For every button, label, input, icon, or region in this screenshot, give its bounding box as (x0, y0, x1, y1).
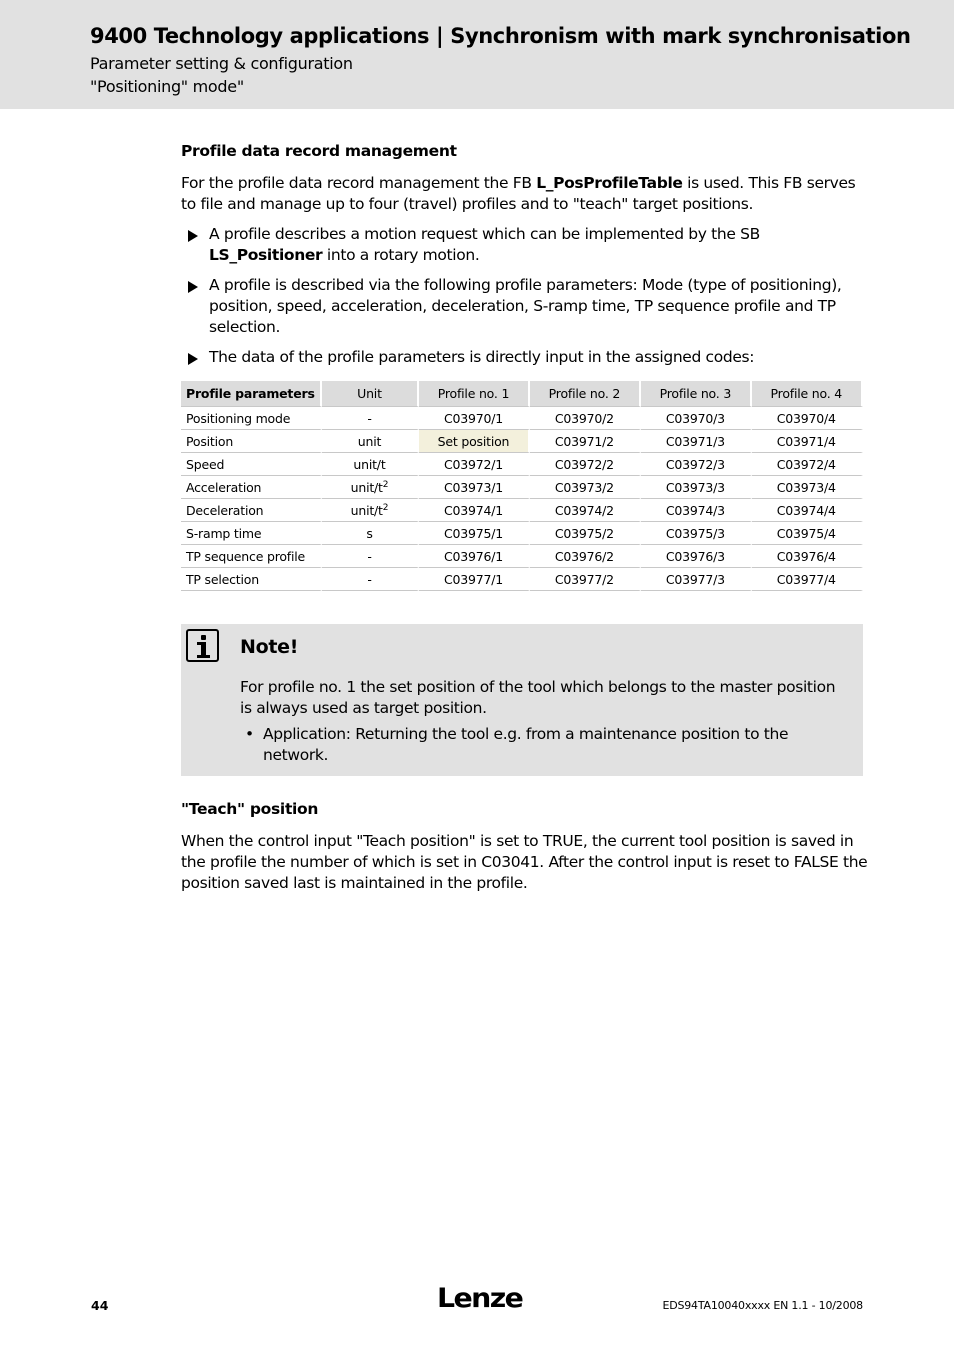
intro-text-post: is used. This FB serves to file and manage up to four (travel) profiles and to "teach" target positions. (181, 174, 856, 213)
table-row (181, 499, 863, 522)
system-block-name: LS_Positioner (209, 246, 323, 264)
unit-cell: - (322, 407, 420, 430)
code-cell: C03973/1 (419, 476, 529, 499)
unit-cell: unit (322, 430, 420, 453)
code-cell: C03970/4 (752, 407, 863, 430)
code-cell: C03972/3 (641, 453, 751, 476)
code-cell: C03972/4 (752, 453, 863, 476)
profile-intro-paragraph (181, 173, 871, 215)
param-name-cell: Positioning mode (181, 407, 322, 430)
code-cell: C03976/1 (419, 545, 529, 568)
code-cell: C03976/2 (530, 545, 641, 568)
param-name-cell: S-ramp time (181, 522, 322, 545)
lenze-logo: Lenze (437, 1283, 523, 1314)
code-cell: C03975/3 (641, 522, 751, 545)
param-name-cell: Deceleration (181, 499, 322, 522)
table-row (181, 545, 863, 568)
code-cell: C03974/3 (641, 499, 751, 522)
param-name-cell: TP sequence profile (181, 545, 322, 568)
page-title: 9400 Technology applications | Synchronism with mark synchronisation (90, 24, 911, 48)
column-header: Profile no. 1 (419, 381, 529, 407)
unit-cell: s (322, 522, 420, 545)
code-cell: C03970/2 (530, 407, 641, 430)
column-header: Profile no. 4 (752, 381, 863, 407)
info-icon-dot (201, 635, 206, 640)
code-cell: C03977/3 (641, 568, 751, 591)
code-cell: C03970/1 (419, 407, 529, 430)
code-cell: C03975/4 (752, 522, 863, 545)
unit-text: unit/t (350, 479, 383, 495)
code-cell: C03976/3 (641, 545, 751, 568)
note-title: Note! (240, 636, 299, 658)
param-name-cell: Position (181, 430, 322, 453)
profile-parameters-table (181, 381, 863, 591)
unit-cell: - (322, 568, 420, 591)
code-cell: C03977/4 (752, 568, 863, 591)
column-header: Profile no. 3 (641, 381, 751, 407)
bullet-arrow-icon (188, 230, 198, 242)
page-subtitle-mode: "Positioning" mode" (90, 77, 244, 96)
unit-text: unit/t (350, 502, 383, 518)
code-cell: C03973/3 (641, 476, 751, 499)
bullet-text: A profile is described via the following profile parameters: Mode (type of positioning), position, speed, acceleration, deceleration, S-ramp time, TP sequence profile and TP selection. (209, 276, 842, 336)
column-header: Profile no. 2 (530, 381, 641, 407)
table-header-row (181, 381, 863, 407)
bullet-arrow-icon (188, 281, 198, 293)
code-cell: C03977/2 (530, 568, 641, 591)
param-name-cell: Speed (181, 453, 322, 476)
bullet-text: The data of the profile parameters is directly input in the assigned codes: (209, 348, 755, 366)
unit-cell (322, 476, 420, 499)
column-header: Unit (322, 381, 420, 407)
teach-section-heading: "Teach" position (181, 800, 319, 818)
column-header: Profile parameters (181, 381, 322, 407)
page-subtitle-section: Parameter setting & configuration (90, 54, 353, 73)
param-name-cell: Acceleration (181, 476, 322, 499)
table-row (181, 453, 863, 476)
note-box (181, 624, 863, 776)
bullet-text (209, 224, 871, 266)
table-row (181, 522, 863, 545)
code-cell: C03971/3 (641, 430, 751, 453)
code-cell: C03974/2 (530, 499, 641, 522)
bullet-text-post: into a rotary motion. (322, 246, 480, 264)
unit-cell: unit/t (322, 453, 420, 476)
set-position-cell: Set position (419, 430, 529, 453)
code-cell: C03973/4 (752, 476, 863, 499)
code-cell: C03976/4 (752, 545, 863, 568)
code-cell: C03977/1 (419, 568, 529, 591)
note-text: For profile no. 1 the set position of the tool which belongs to the master position is always used as target position. (240, 678, 836, 717)
page-number: 44 (91, 1298, 109, 1313)
table-row (181, 430, 863, 453)
code-cell: C03973/2 (530, 476, 641, 499)
code-cell: C03971/2 (530, 430, 641, 453)
code-cell: C03971/4 (752, 430, 863, 453)
bullet-dot: • (245, 725, 254, 743)
unit-cell (322, 499, 420, 522)
bullet-text-pre: A profile describes a motion request which can be implemented by the SB (209, 225, 760, 243)
table-row (181, 568, 863, 591)
info-icon-base (197, 655, 210, 658)
unit-exponent: 2 (382, 479, 389, 490)
param-name-cell: TP selection (181, 568, 322, 591)
profile-section-heading: Profile data record management (181, 142, 457, 160)
code-cell: C03974/4 (752, 499, 863, 522)
document-reference: EDS94TA10040xxxx EN 1.1 - 10/2008 (662, 1299, 863, 1312)
note-bullet-text: Application: Returning the tool e.g. from a maintenance position to the network. (263, 725, 789, 764)
unit-cell: - (322, 545, 420, 568)
code-cell: C03972/1 (419, 453, 529, 476)
unit-exponent: 2 (382, 502, 389, 513)
intro-text-pre: For the profile data record management the FB (181, 174, 537, 192)
code-cell: C03975/2 (530, 522, 641, 545)
page-header (0, 0, 954, 109)
bullet-arrow-icon (188, 353, 198, 365)
table-row (181, 476, 863, 499)
code-cell: C03975/1 (419, 522, 529, 545)
code-cell: C03974/1 (419, 499, 529, 522)
table-row (181, 407, 863, 430)
info-icon (186, 629, 219, 662)
teach-paragraph: When the control input "Teach position" is set to TRUE, the current tool position is saved in the profile the number of which is set in C03041. After the control input is reset to FALSE the position saved last is maintained in the profile. (181, 832, 868, 892)
code-cell: C03970/3 (641, 407, 751, 430)
code-cell: C03972/2 (530, 453, 641, 476)
function-block-name: L_PosProfileTable (536, 174, 683, 192)
